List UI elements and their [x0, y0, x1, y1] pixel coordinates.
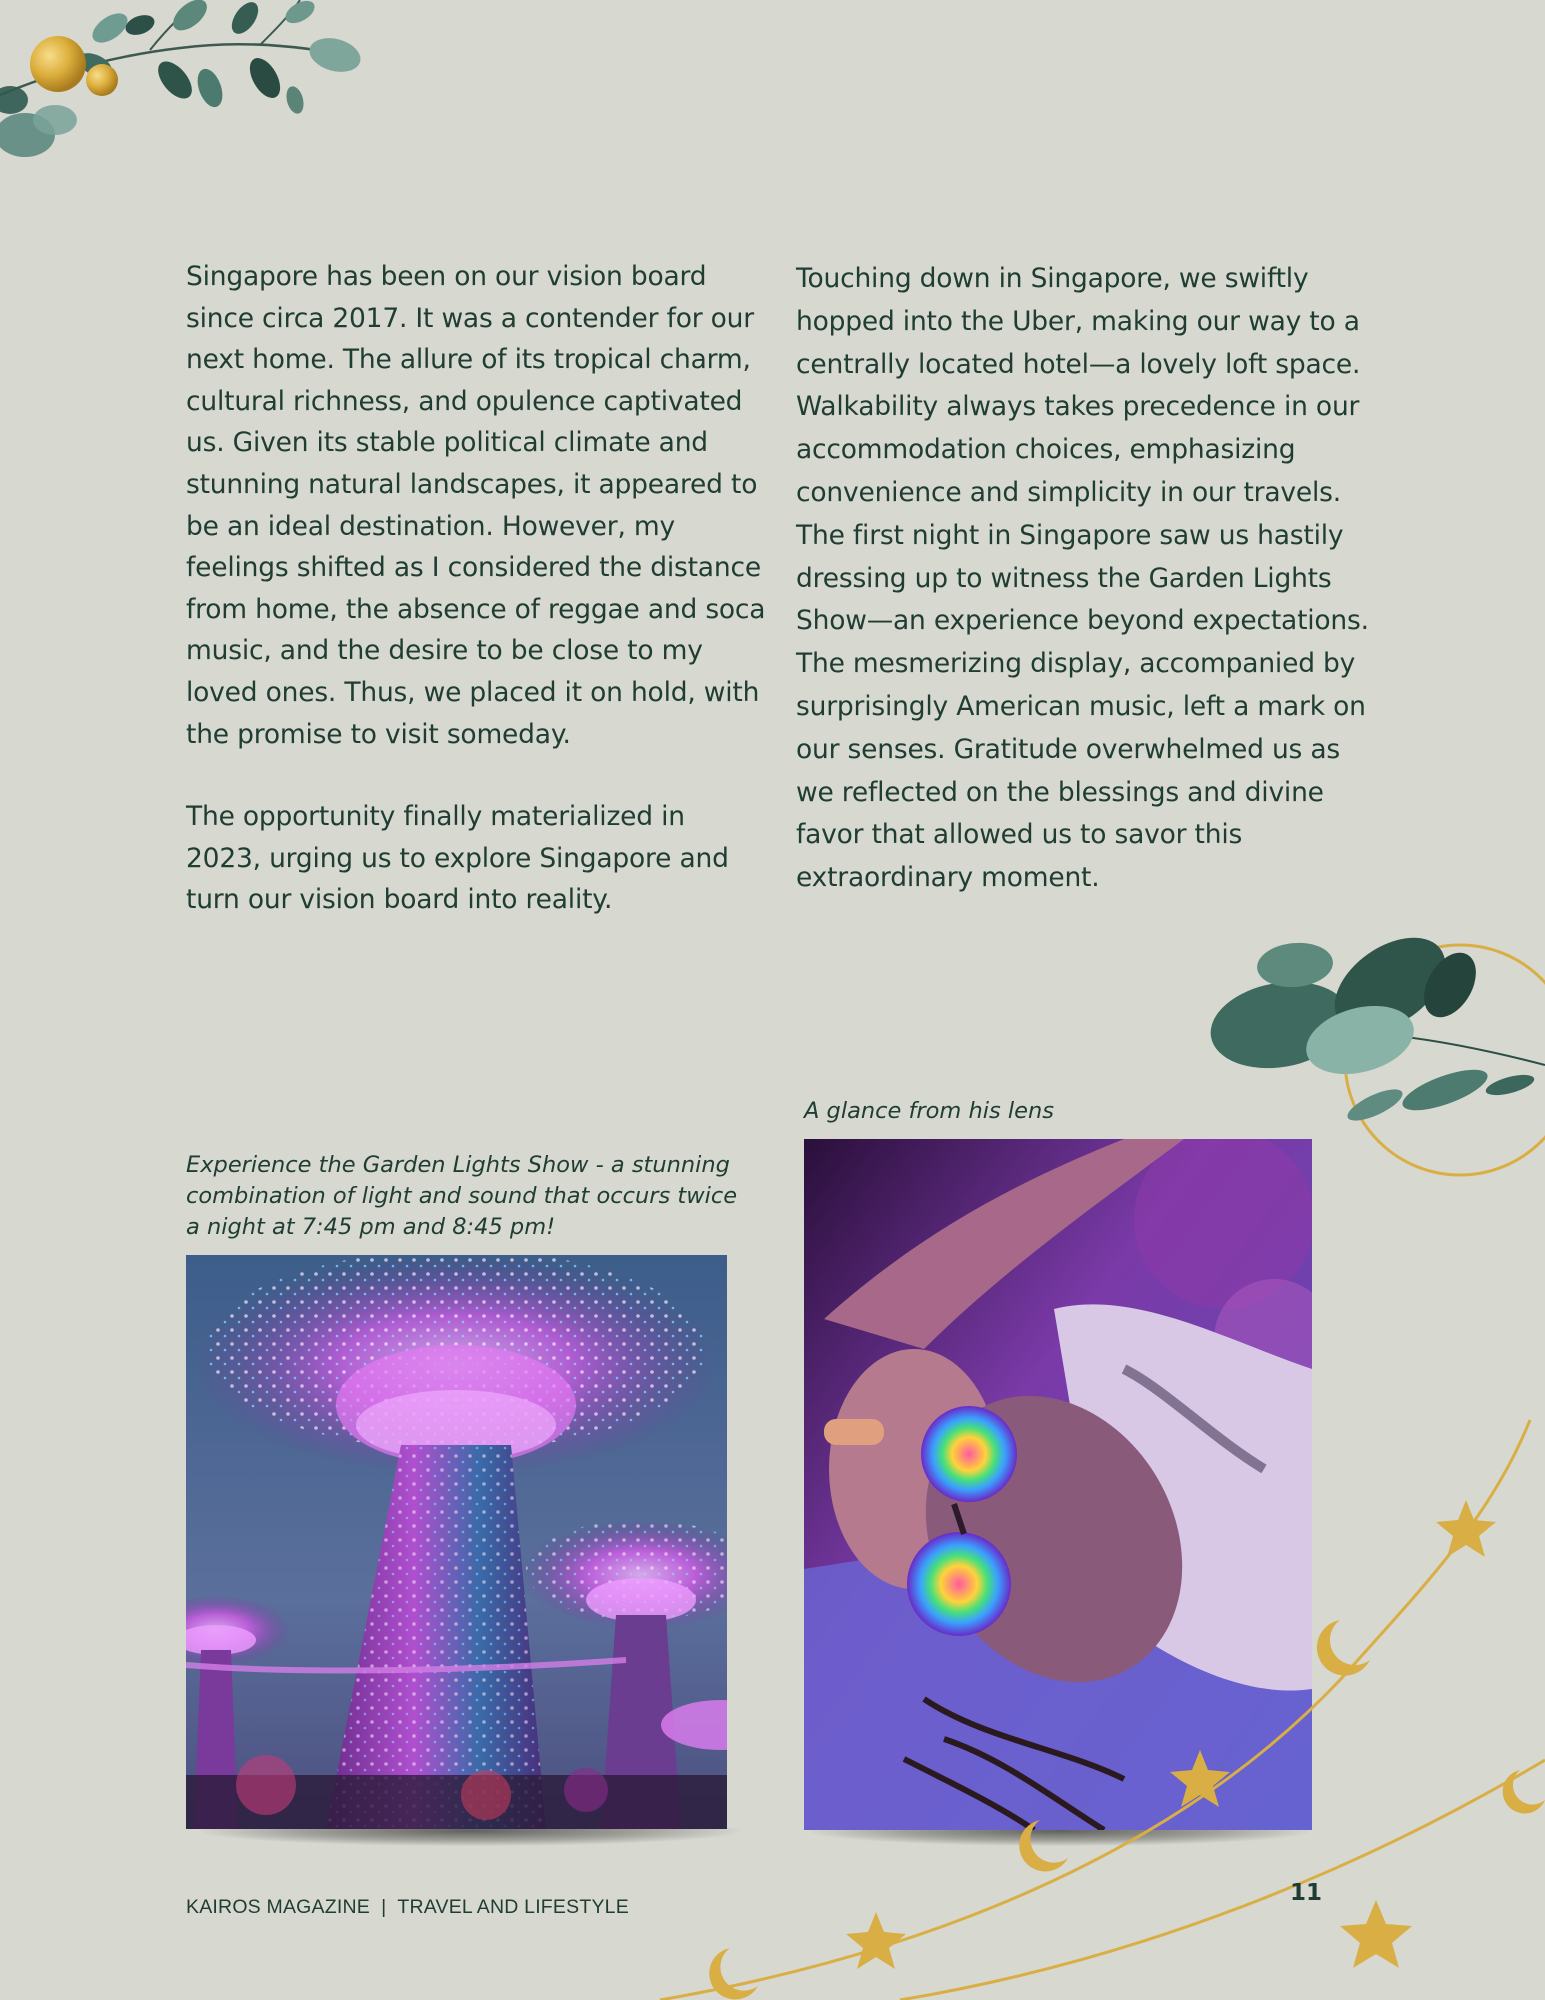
photo-caption-left: Experience the Garden Lights Show - a stunning combination of light and sound that occurs twice a night at 7:45 pm and 8:45 pm! [186, 1152, 738, 1240]
page-number: 11 [1290, 1880, 1323, 1906]
article-paragraph: Singapore has been on our vision board since circa 2017. It was a contender for our next home. The allure of its tropical charm, cultural richness, and opulence captivated us. Given its stable political climate and stunning natural landscapes, it appeared to be an ideal destination. However, my feelings shifted as I considered the distance from home, the absence of reggae and soca music, and the desire to be close to my loved ones. Thus, we placed it on hold, with the promise to visit someday. [186, 261, 766, 750]
article-left-column [186, 256, 766, 921]
star-moon-garland-decoration [640, 1400, 1545, 2000]
article-paragraph: The opportunity finally materialized in 2023, urging us to explore Singapore and turn our vision board into reality. [186, 801, 729, 916]
article-paragraph: Touching down in Singapore, we swiftly hopped into the Uber, making our way to a centrally located hotel—a lovely loft space. Walkability always takes precedence in our accommodation choices, emphasizing convenience and simplicity in our travels. The first night in Singapore saw us hastily dressing up to witness the Garden Lights Show—an experience beyond expectations. The mesmerizing display, accompanied by surprisingly American music, left a mark on our senses. Gratitude overwhelmed us as we reflected on the blessings and divine favor that allowed us to savor this extraordinary moment. [796, 263, 1369, 894]
eucalyptus-branch-decoration [0, 0, 380, 170]
footer-publication-label: KAIROS MAGAZINE | TRAVEL AND LIFESTYLE [186, 1896, 629, 1918]
photo-caption-right: A glance from his lens [804, 1098, 1054, 1124]
article-right-column [796, 258, 1376, 900]
